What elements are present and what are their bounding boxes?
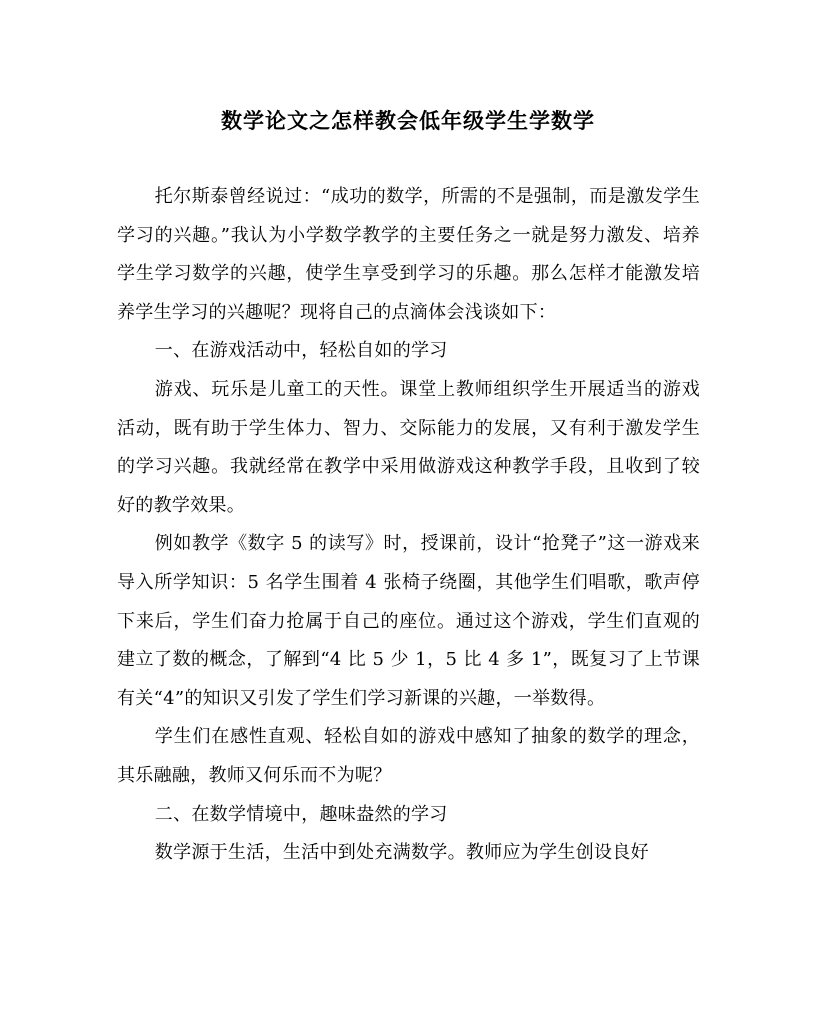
section-heading-1: 一、在游戏活动中，轻松自如的学习 — [154, 340, 448, 362]
paragraph-intro: 托尔斯泰曾经说过：“成功的数学，所需的不是强制，而是激发学生学习的兴趣。”我认为小学数学教学的主要任务之一就是努力激发、培养学生学习数学的兴趣，使学生享受到学习的乐趣。那么怎样才能激发培养学生学习的兴趣呢？现将自己的点滴体会浅谈如下： — [117, 186, 700, 323]
document-body — [117, 178, 700, 873]
paragraph-math-life: 数学源于生活，生活中到处充满数学。教师应为学生创设良好 — [154, 842, 649, 864]
paragraph-game-nature: 游戏、玩乐是儿童工的天性。课堂上教师组织学生开展适当的游戏活动，既有助于学生体力、智力、交际能力的发展，又有利于激发学生的学习兴趣。我就经常在教学中采用做游戏这种教学手段，且收到了较好的教学效果。 — [117, 378, 700, 516]
paragraph-game-example: 例如教学《数字 5 的读写》时，授课前，设计“抢凳子”这一游戏来导入所学知识：5 名学生围着 4 张椅子绕圈，其他学生们唱歌，歌声停下来后，学生们奋力抢属于自己的座位。通过这个游戏，学生们直观的建立了数的概念，了解到“4 比 5 少 1，5 比 4 多 1”，既复习了上节课有关“4”的知识又引发了学生们学习新课的兴趣，一举数得。 — [117, 533, 700, 709]
document-title: 数学论文之怎样教会低年级学生学数学 — [221, 109, 595, 133]
section-heading-2: 二、在数学情境中，趣味盎然的学习 — [154, 803, 448, 825]
paragraph-game-summary: 学生们在感性直观、轻松自如的游戏中感知了抽象的数学的理念，其乐融融，教师又何乐而不为呢？ — [117, 726, 700, 786]
